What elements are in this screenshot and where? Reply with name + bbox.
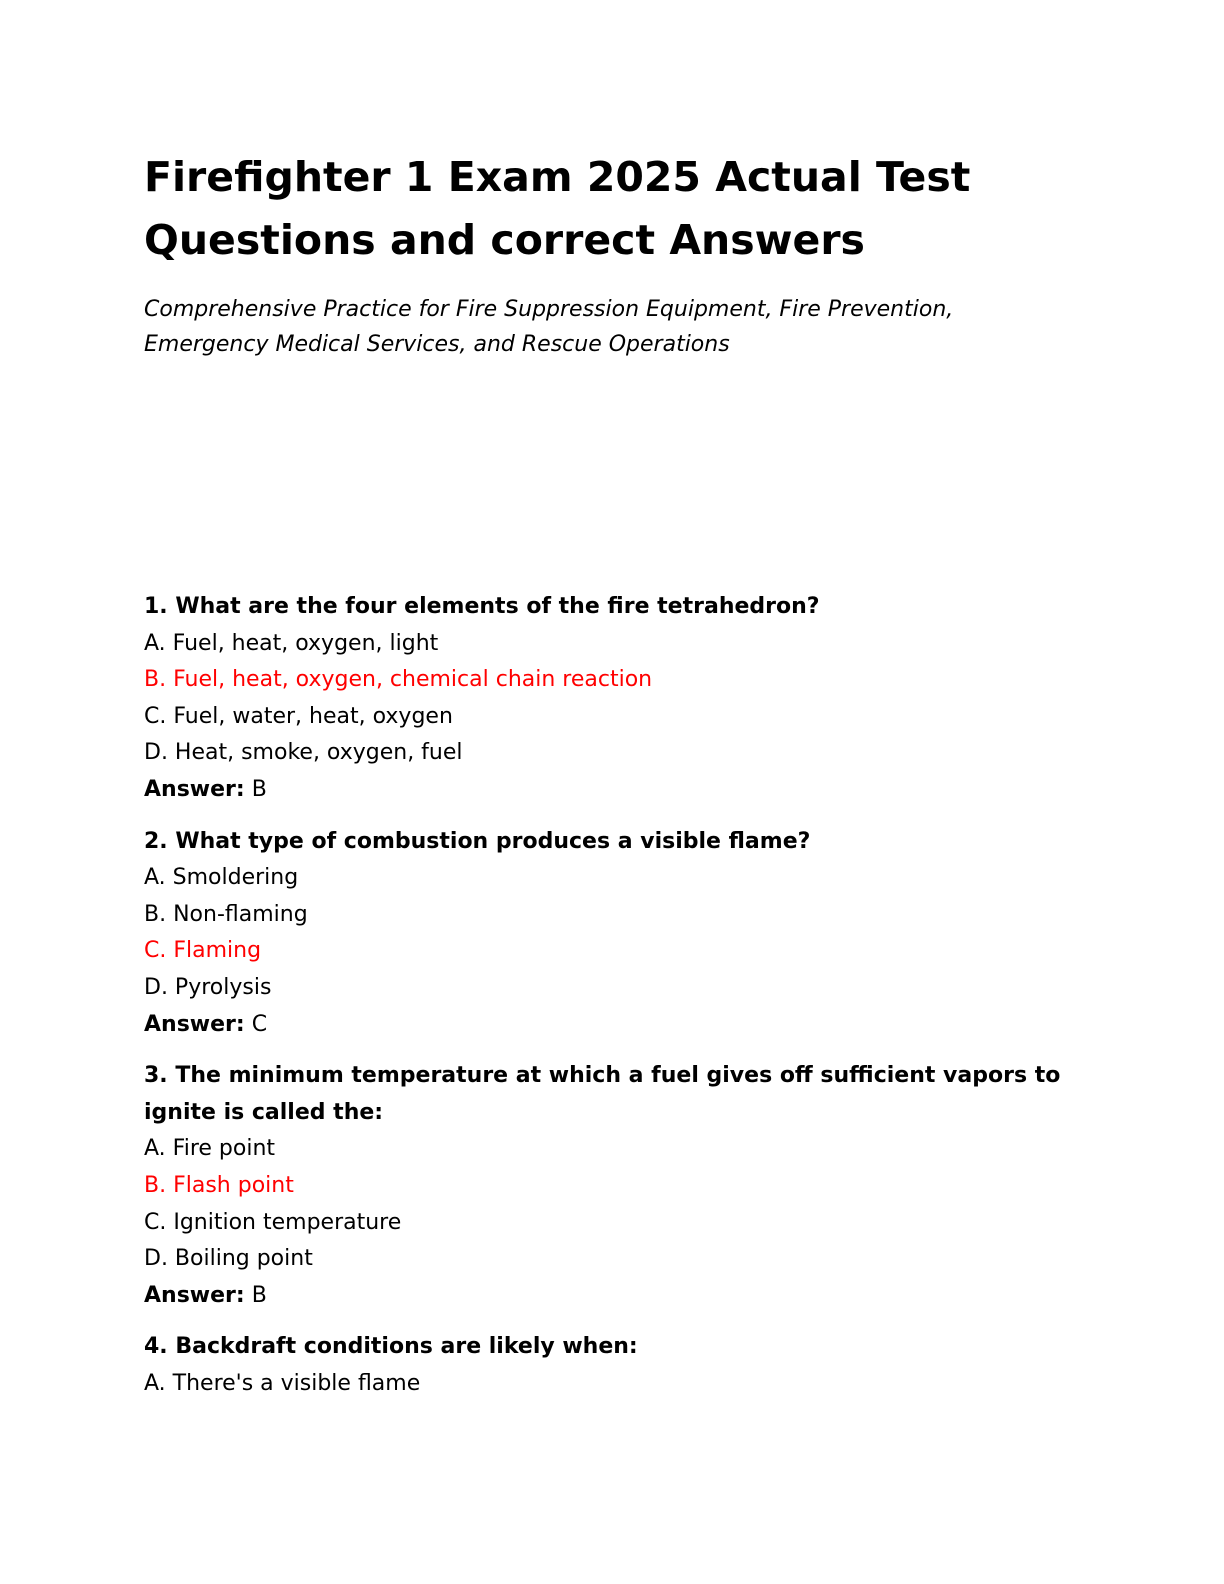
answer-label: Answer:: [144, 1282, 245, 1308]
answer-line: [144, 772, 1104, 809]
answer-option-correct: C. Flaming: [144, 938, 262, 964]
document-subtitle: [144, 292, 1104, 362]
answer-label: Answer:: [144, 1011, 245, 1037]
question-block: [144, 824, 1104, 1044]
answer-value: B: [251, 1282, 267, 1308]
answer-line: [144, 1007, 1104, 1044]
answer-option: C. Fuel, water, heat, oxygen: [144, 703, 453, 729]
answer-value: C: [251, 1011, 268, 1037]
subtitle-line-1: Comprehensive Practice for Fire Suppression Equipment, Fire Prevention,: [144, 297, 954, 322]
subtitle-line-2: Emergency Medical Services, and Rescue Operations: [144, 332, 730, 357]
answer-option-correct: B. Fuel, heat, oxygen, chemical chain reaction: [144, 667, 653, 693]
question-text: 1. What are the four elements of the fire tetrahedron?: [144, 594, 820, 619]
answer-option: B. Non-flaming: [144, 901, 308, 927]
answer-option: A. Fuel, heat, oxygen, light: [144, 630, 439, 656]
answer-option: D. Boiling point: [144, 1246, 313, 1272]
document-title: [144, 146, 1104, 272]
answer-option: A. Smoldering: [144, 865, 299, 891]
question-list: [144, 589, 1104, 1417]
answer-option: D. Pyrolysis: [144, 974, 272, 1000]
title-line-1: Firefighter 1 Exam 2025 Actual Test: [144, 153, 971, 201]
question-text: 2. What type of combustion produces a visible flame?: [144, 828, 811, 854]
answer-option: D. Heat, smoke, oxygen, fuel: [144, 740, 463, 766]
question-text: 3. The minimum temperature at which a fuel gives off sufficient vapors to ignite is called the:: [144, 1063, 1061, 1125]
answer-label: Answer:: [144, 776, 245, 802]
answer-value: B: [251, 776, 267, 802]
answer-option: C. Ignition temperature: [144, 1209, 402, 1235]
question-text: 4. Backdraft conditions are likely when:: [144, 1334, 638, 1360]
answer-option: A. There's a visible flame: [144, 1370, 421, 1396]
question-block: [144, 1329, 1104, 1402]
answer-line: [144, 1278, 1104, 1315]
question-block: [144, 1058, 1104, 1314]
answer-option: A. Fire point: [144, 1136, 276, 1162]
answer-option-correct: B. Flash point: [144, 1172, 294, 1198]
question-block: [144, 589, 1104, 809]
title-line-2: Questions and correct Answers: [144, 216, 865, 264]
